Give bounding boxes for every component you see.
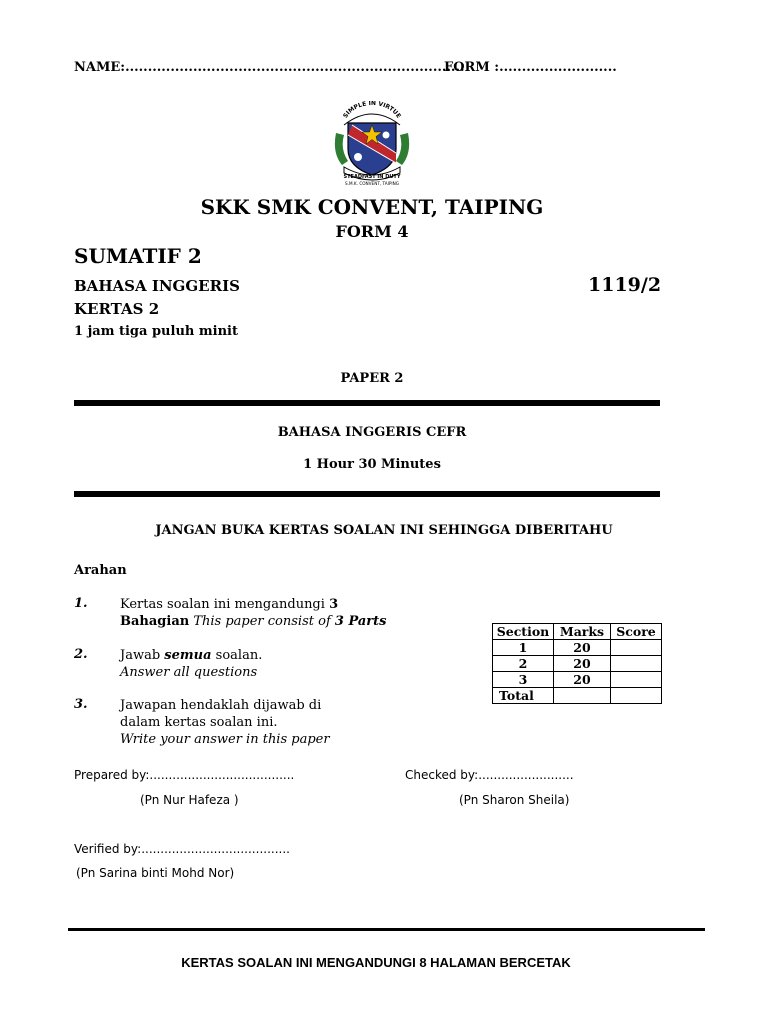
- table-row: [493, 640, 662, 656]
- score-cell[interactable]: [611, 656, 662, 672]
- instruction-number: 2.: [74, 647, 88, 662]
- svg-text:S.M.K. CONVENT, TAIPING: S.M.K. CONVENT, TAIPING: [344, 181, 400, 186]
- instruction-number: 3.: [74, 697, 88, 712]
- total-label: Total: [493, 688, 554, 704]
- prepared-by-name: (Pn Nur Hafeza ): [140, 793, 239, 807]
- table-total-row: [493, 688, 662, 704]
- footer-divider: [68, 928, 705, 931]
- instruction-1: Kertas soalan ini mengandungi 3 Bahagian This paper consist of 3 Parts: [120, 597, 387, 629]
- score-cell[interactable]: [611, 672, 662, 688]
- column-header: Marks: [554, 624, 611, 640]
- paper-number-ms: KERTAS 2: [74, 300, 160, 318]
- exam-title: SUMATIF 2: [74, 244, 202, 268]
- column-header: Score: [611, 624, 662, 640]
- marks-cell: 20: [554, 672, 611, 688]
- total-marks-cell[interactable]: [554, 688, 611, 704]
- table-row: [493, 672, 662, 688]
- paper-code: 1119/2: [588, 274, 662, 296]
- name-field[interactable]: NAME:...........................................................................: [74, 60, 465, 75]
- subject-name: BAHASA INGGERIS: [74, 277, 240, 295]
- school-crest-logo: [334, 101, 410, 187]
- section-cell: 1: [493, 640, 554, 656]
- instruction-3: Jawapan hendaklah dijawab di dalam kertas soalan ini. Write your answer in this paper: [120, 698, 330, 747]
- score-cell[interactable]: [611, 640, 662, 656]
- duration-ms: 1 jam tiga puluh minit: [74, 324, 238, 339]
- divider-top: [74, 400, 660, 406]
- instructions-heading: Arahan: [74, 563, 127, 578]
- instruction-number: 1.: [74, 596, 88, 611]
- svg-text:SIMPLE IN VIRTUE: SIMPLE IN VIRTUE: [341, 101, 403, 120]
- table-header-row: [493, 624, 662, 640]
- school-name: SKK SMK CONVENT, TAIPING: [200, 195, 544, 219]
- verified-by-field[interactable]: Verified by:.......................................: [74, 842, 290, 856]
- section-cell: 3: [493, 672, 554, 688]
- divider-bottom: [74, 491, 660, 497]
- column-header: Section: [493, 624, 554, 640]
- marks-cell: 20: [554, 640, 611, 656]
- total-score-cell[interactable]: [611, 688, 662, 704]
- table-row: [493, 656, 662, 672]
- checked-by-name: (Pn Sharon Sheila): [459, 793, 570, 807]
- checked-by-field[interactable]: Checked by:.........................: [405, 768, 574, 782]
- prepared-by-field[interactable]: Prepared by:......................................: [74, 768, 295, 782]
- form-level: FORM 4: [335, 222, 409, 241]
- paper-number-en: PAPER 2: [340, 371, 404, 386]
- warning-notice: JANGAN BUKA KERTAS SOALAN INI SEHINGGA DIBERITAHU: [155, 523, 613, 538]
- section-cell: 2: [493, 656, 554, 672]
- marks-cell: 20: [554, 656, 611, 672]
- marks-table: [492, 623, 662, 704]
- instruction-2: Jawab semua soalan. Answer all questions: [120, 648, 263, 680]
- page-count-notice: KERTAS SOALAN INI MENGANDUNGI 8 HALAMAN BERCETAK: [181, 955, 571, 970]
- form-field[interactable]: FORM :..........................: [444, 60, 617, 75]
- svg-text:STEADFAST IN DUTY: STEADFAST IN DUTY: [343, 174, 401, 180]
- verified-by-name: (Pn Sarina binti Mohd Nor): [76, 866, 235, 880]
- subject-cefr: BAHASA INGGERIS CEFR: [277, 425, 467, 440]
- duration-en: 1 Hour 30 Minutes: [303, 457, 441, 472]
